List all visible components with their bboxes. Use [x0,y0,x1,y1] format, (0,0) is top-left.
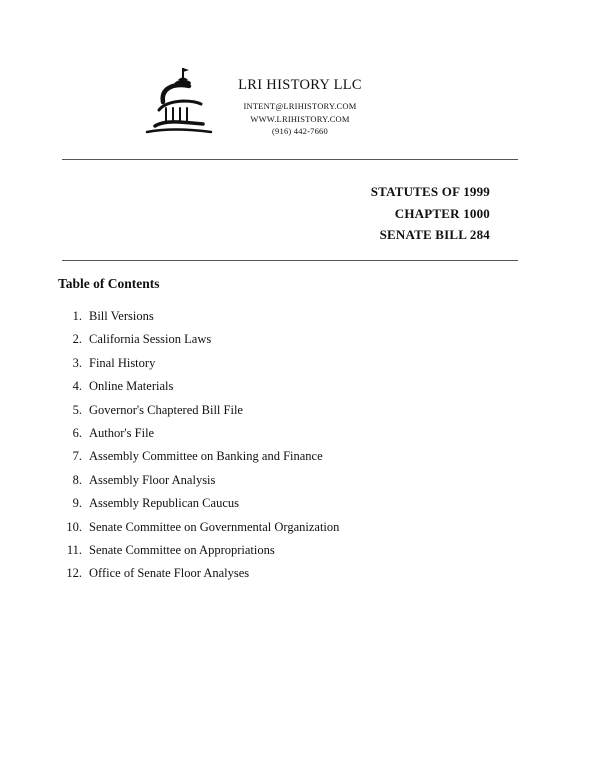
toc-item-number: 1. [72,309,82,323]
toc-item [58,563,339,586]
company-name: LRI HISTORY LLC [238,77,362,93]
toc-item-label: Governor's Chaptered Bill File [89,402,243,417]
statute-info [371,181,490,246]
bottom-divider [62,260,518,261]
toc-item-label: Assembly Floor Analysis [89,472,216,487]
toc-item-label: Senate Committee on Appropriations [89,542,275,557]
toc-item [58,400,339,423]
toc-item [58,446,339,469]
toc-item [58,329,339,352]
statute-bill: SENATE BILL 284 [379,227,490,242]
toc-item [58,376,339,399]
company-phone: (916) 442-7660 [272,126,328,136]
toc-item-label: Author's File [89,425,155,440]
toc-item [58,540,339,563]
toc-item-number: 2. [72,332,82,347]
toc-item [58,306,339,329]
toc-item [58,353,339,376]
toc-item-number: 7. [72,449,82,464]
statute-year: STATUTES OF 1999 [370,184,490,199]
toc-item-label: Bill Versions [89,309,154,323]
toc-title: Table of Contents [58,276,160,291]
toc-item-number: 4. [72,379,82,394]
toc-item-number: 8. [72,472,82,487]
top-divider [62,159,518,160]
statute-chapter: CHAPTER 1000 [394,205,490,221]
toc-item-label: Assembly Committee on Banking and Finance [89,449,323,464]
toc-item-label: Online Materials [89,379,174,394]
toc-item-label: California Session Laws [89,332,212,347]
capitol-dome-logo [143,64,213,138]
toc-item-number: 3. [72,355,82,370]
toc-item [58,423,339,446]
toc-item-number: 11. [66,542,82,557]
toc-item [58,493,339,516]
toc-item-number: 5. [72,402,82,417]
toc-item-number: 6. [72,425,82,440]
toc-item [58,470,339,493]
toc-item-label: Senate Committee on Governmental Organization [89,519,340,534]
company-website: WWW.LRIHISTORY.COM [250,113,350,124]
toc-item-number: 10. [66,519,82,534]
toc-item-label: Final History [89,355,156,370]
toc-item [58,517,339,540]
toc-item-number: 9. [72,496,82,511]
toc-item-label: Office of Senate Floor Analyses [89,566,250,581]
company-info [215,76,385,138]
toc-list [58,306,339,587]
toc-item-number: 12. [66,566,82,581]
company-email: INTENT@LRIHISTORY.COM [243,101,357,111]
toc-item-label: Assembly Republican Caucus [89,496,239,511]
